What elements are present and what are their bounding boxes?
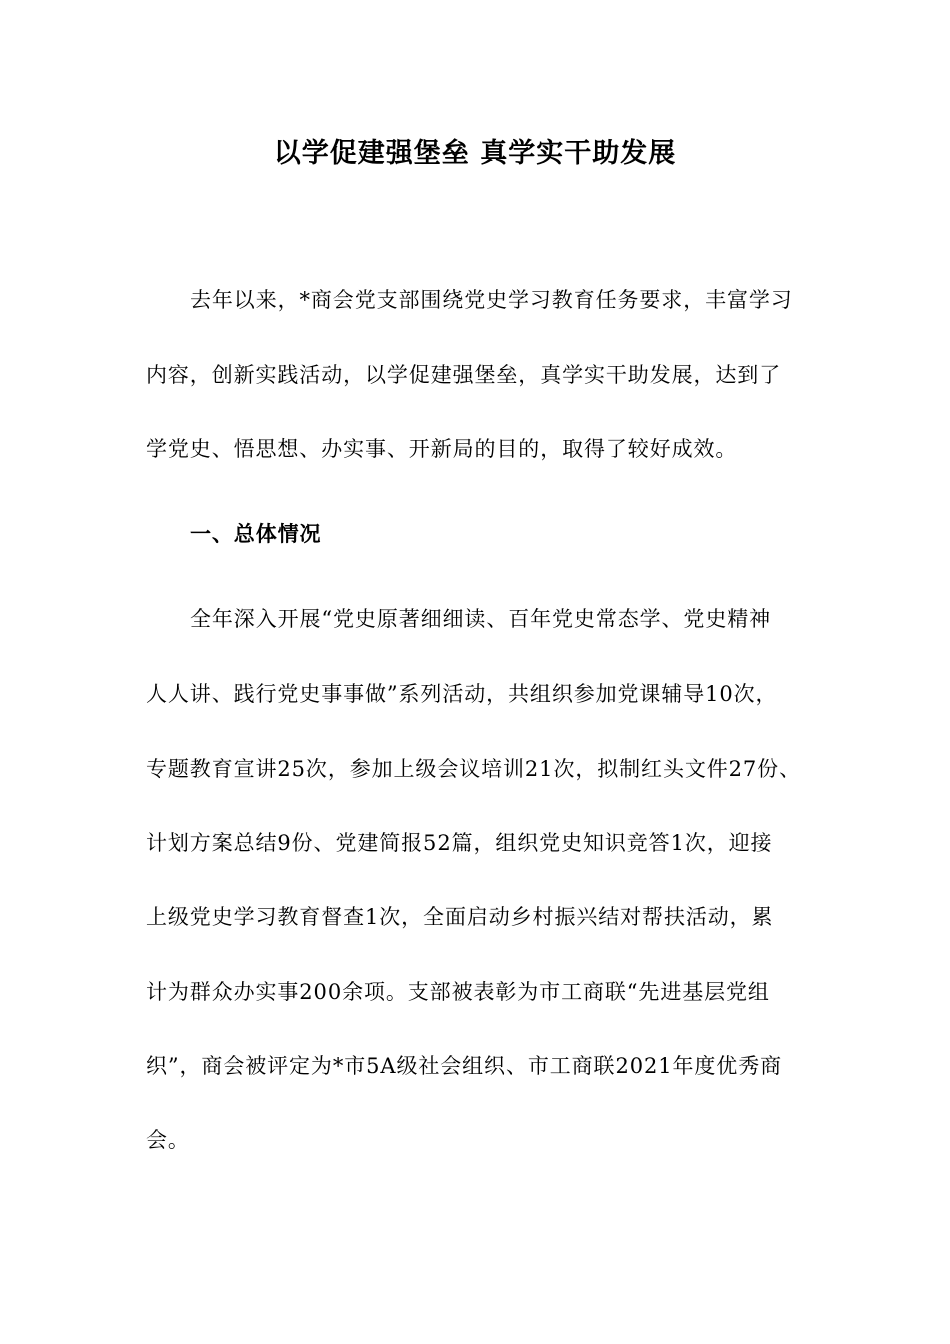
document-title: 以学促建强堡垒 真学实干助发展 xyxy=(273,138,677,169)
section-heading: 一、总体情况 xyxy=(190,522,322,546)
section-line: 计为群众办实事200余项。支部被表彰为市工商联“先进基层党组 xyxy=(146,980,770,1004)
section-line: 人人讲、践行党史事事做”系列活动，共组织参加党课辅导10次， xyxy=(146,682,778,706)
section-line: 会。 xyxy=(146,1128,190,1152)
section-line: 专题教育宣讲25次，参加上级会议培训21次，拟制红头文件27份、 xyxy=(146,757,801,781)
section-line: 全年深入开展“党史原著细细读、百年党史常态学、党史精神 xyxy=(190,607,772,631)
intro-line: 去年以来，*商会党支部围绕党史学习教育任务要求，丰富学习 xyxy=(190,288,793,312)
section-line: 织”，商会被评定为*市5A级社会组织、市工商联2021年度优秀商 xyxy=(146,1054,783,1078)
intro-line: 学党史、悟思想、办实事、开新局的目的，取得了较好成效。 xyxy=(146,437,738,461)
intro-line: 内容，创新实践活动，以学促建强堡垒，真学实干助发展，达到了 xyxy=(146,363,782,387)
section-line: 上级党史学习教育督查1次，全面启动乡村振兴结对帮扶活动，累 xyxy=(146,905,774,929)
section-line: 计划方案总结9份、党建简报52篇，组织党史知识竞答1次，迎接 xyxy=(146,831,773,855)
